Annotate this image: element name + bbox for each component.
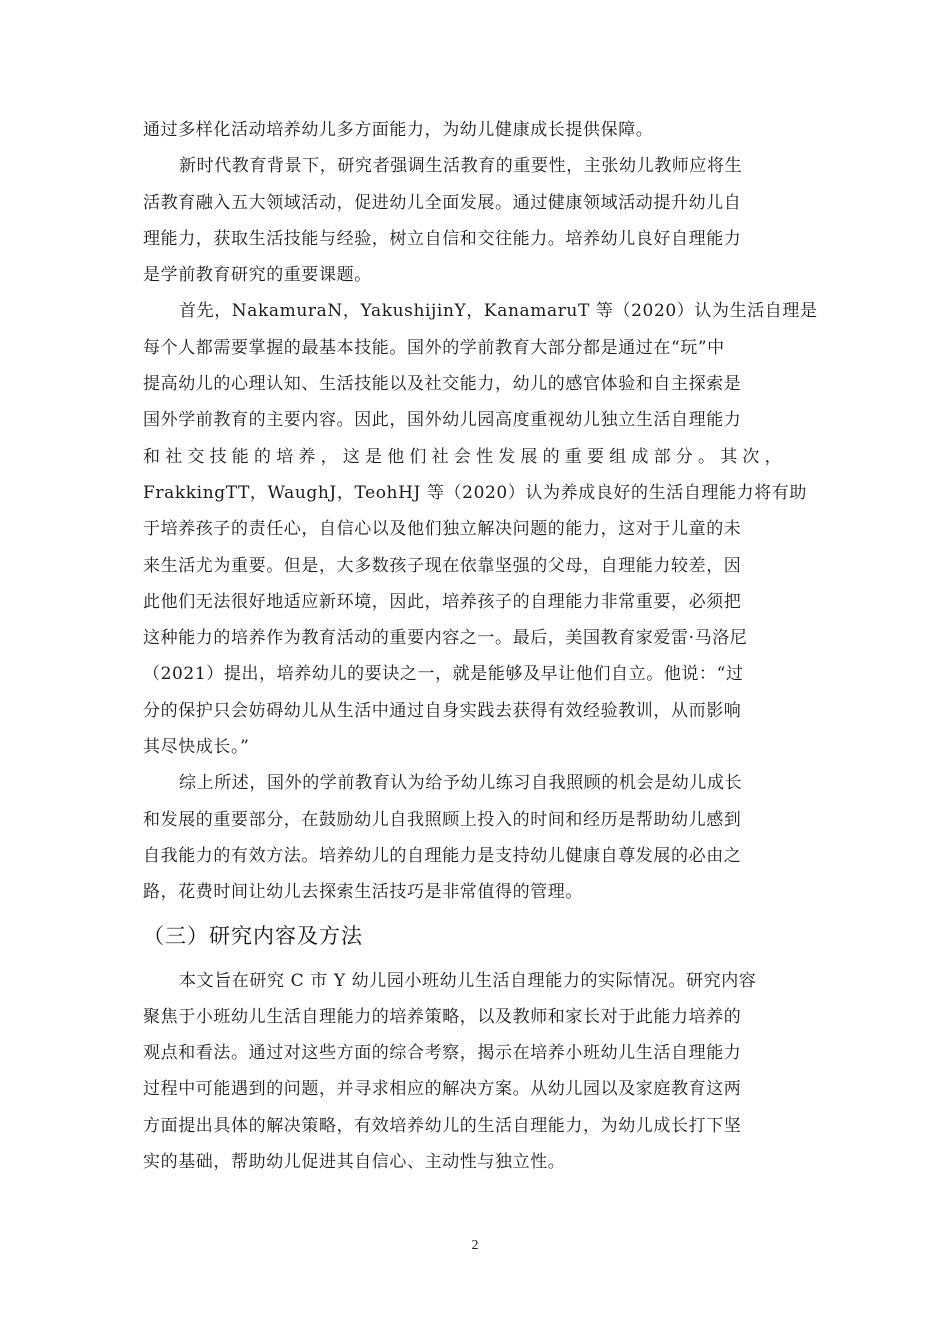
text-line: 路，花费时间让幼儿去探索生活技巧是非常值得的管理。	[143, 882, 583, 903]
paragraph	[143, 293, 818, 765]
text-line: 首先，NakamuraN，YakushijinY，KanamaruT 等（2020）认为生活自理是	[179, 301, 818, 322]
text-line: 提高幼儿的心理认知、生活技能以及社交能力，幼儿的感官体验和自主探索是	[143, 374, 742, 395]
text-line: 方面提出具体的解决策略，有效培养幼儿的生活自理能力，为幼儿成长打下坚	[143, 1115, 742, 1136]
paragraph	[143, 765, 807, 910]
paragraph	[143, 963, 807, 1181]
text-line: 综上所述，国外的学前教育认为给予幼儿练习自我照顾的机会是幼儿成长	[179, 773, 743, 794]
text-line: 这种能力的培养作为教育活动的重要内容之一。最后，美国教育家爱雷·马洛尼	[143, 628, 748, 649]
text-line: 是学前教育研究的重要课题。	[143, 265, 372, 286]
text-line: 国外学前教育的主要内容。因此，国外幼儿园高度重视幼儿独立生活自理能力	[143, 410, 742, 431]
document-body	[143, 112, 818, 1180]
text-line: 新时代教育背景下，研究者强调生活教育的重要性，主张幼儿教师应将生	[179, 156, 743, 177]
text-line: 于培养孩子的责任心，自信心以及他们独立解决问题的能力，这对于儿童的未	[143, 519, 742, 540]
text-line: 和发展的重要部分，在鼓励幼儿自我照顾上投入的时间和经历是帮助幼儿感到	[143, 809, 742, 830]
body-paragraphs-after	[143, 963, 807, 1181]
text-line: （2021）提出，培养幼儿的要诀之一，就是能够及早让他们自立。他说：“过	[143, 664, 744, 685]
text-line: 和社交技能的培养，这是他们社会性发展的重要组成部分。其次，	[143, 446, 787, 467]
paragraph	[143, 112, 807, 148]
section-heading: （三）研究内容及方法	[143, 923, 363, 948]
text-line: 通过多样化活动培养幼儿多方面能力，为幼儿健康成长提供保障。	[143, 120, 654, 140]
text-line: 自我能力的有效方法。培养幼儿的自理能力是支持幼儿健康自尊发展的必由之	[143, 845, 742, 866]
text-line: 分的保护只会妨碍幼儿从生活中通过自身实践去获得有效经验教训，从而影响	[143, 700, 742, 721]
text-line: 观点和看法。通过对这些方面的综合考察，揭示在培养小班幼儿生活自理能力	[143, 1043, 742, 1064]
paragraph	[143, 148, 807, 293]
text-line: 理能力，获取生活技能与经验，树立自信和交往能力。培养幼儿良好自理能力	[143, 228, 742, 249]
text-line: 过程中可能遇到的问题，并寻求相应的解决方案。从幼儿园以及家庭教育这两	[143, 1079, 742, 1100]
text-line: 实的基础，帮助幼儿促进其自信心、主动性与独立性。	[143, 1152, 566, 1173]
page-number: 2	[471, 1238, 479, 1253]
text-line: 活教育融入五大领域活动，促进幼儿全面发展。通过健康领域活动提升幼儿自	[143, 192, 742, 213]
text-line: 其尽快成长。”	[143, 737, 250, 758]
text-line: 本文旨在研究 C 市 Y 幼儿园小班幼儿生活自理能力的实际情况。研究内容	[179, 970, 757, 991]
text-line: 每个人都需要掌握的最基本技能。国外的学前教育大部分都是通过在“玩”中	[143, 337, 725, 358]
text-line: 此他们无法很好地适应新环境，因此，培养孩子的自理能力非常重要，必须把	[143, 591, 742, 612]
body-paragraphs-before	[143, 112, 818, 911]
text-line: FrakkingTT，WaughJ，TeohHJ 等（2020）认为养成良好的生活自理能力将有助	[143, 482, 808, 503]
text-line: 来生活尤为重要。但是，大多数孩子现在依靠坚强的父母，自理能力较差，因	[143, 555, 742, 576]
text-line: 聚焦于小班幼儿生活自理能力的培养策略，以及教师和家长对于此能力培养的	[143, 1006, 742, 1027]
